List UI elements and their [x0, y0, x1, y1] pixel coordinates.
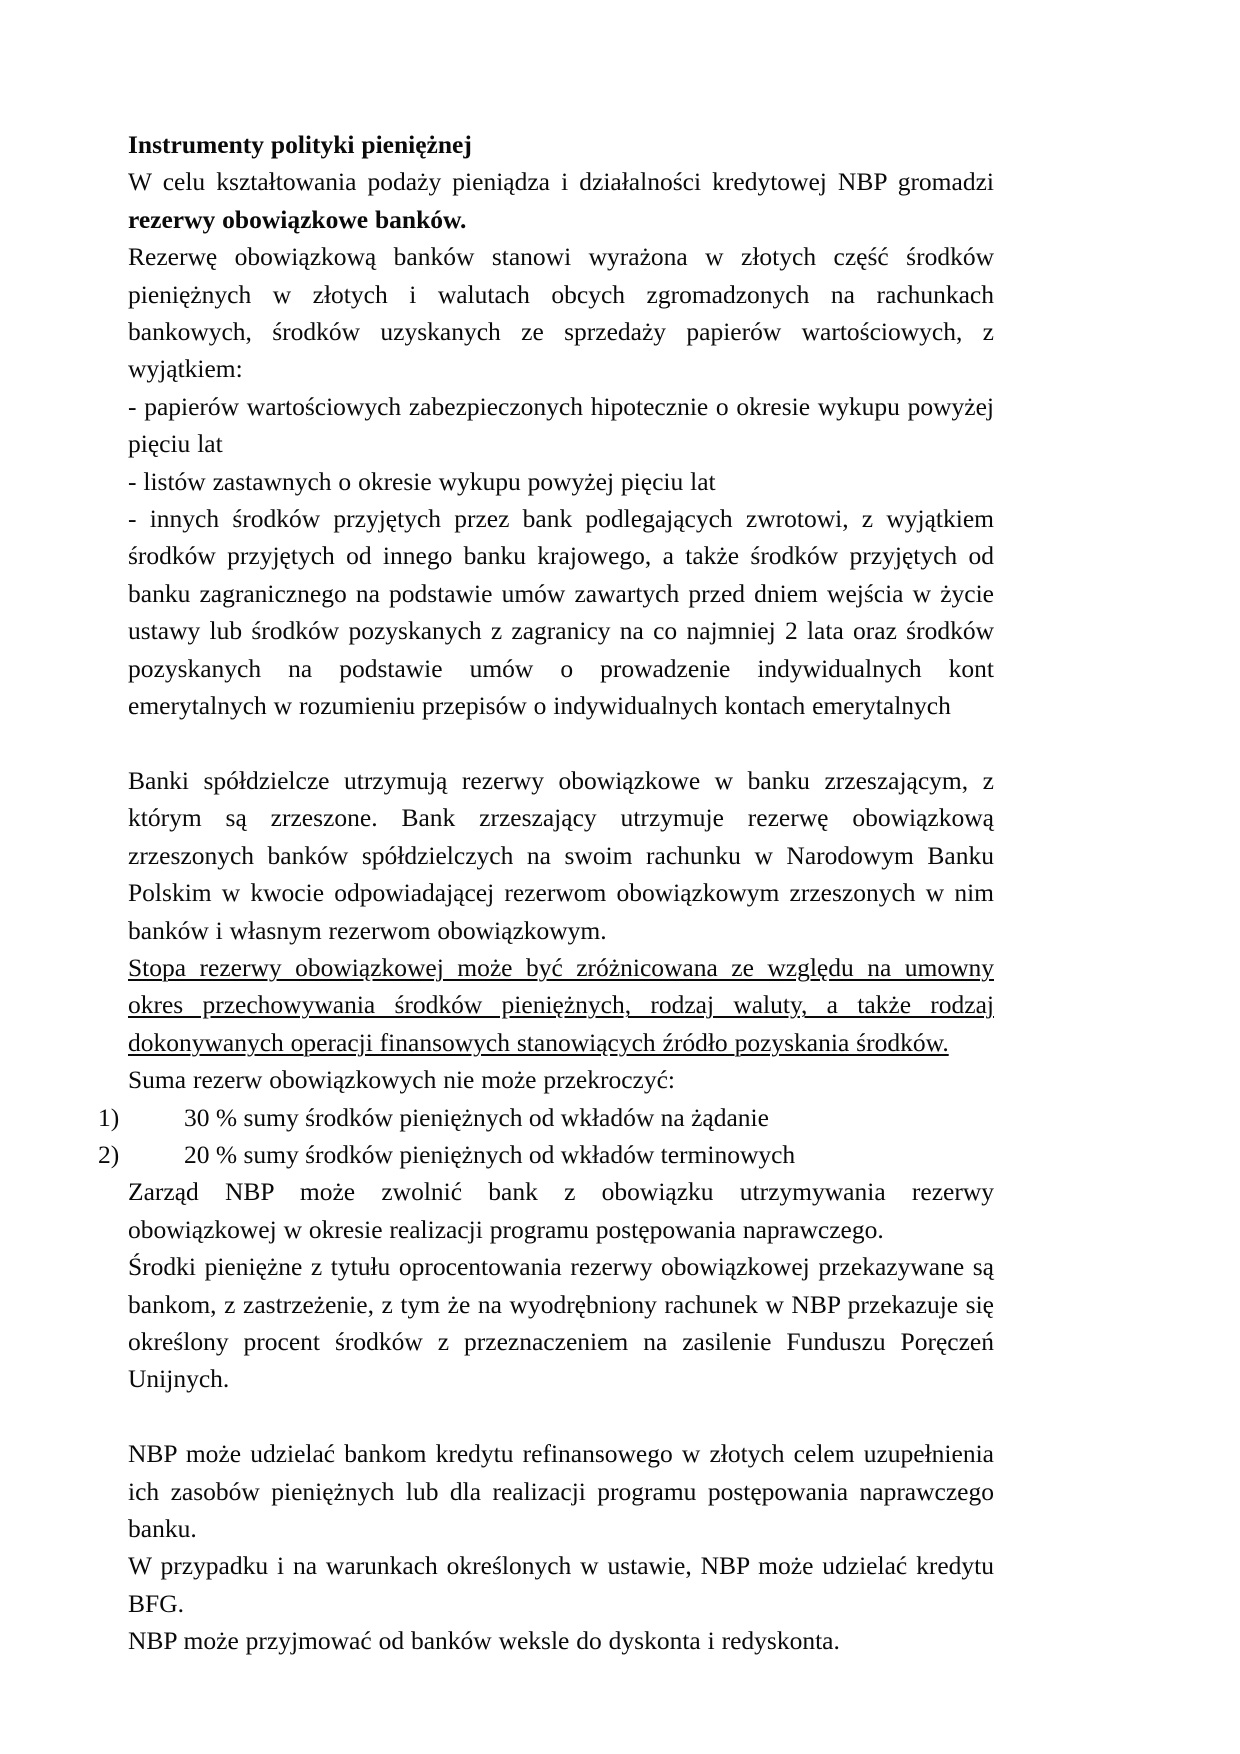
exception-item-1: - papierów wartościowych zabezpieczonych hipotecznie o okresie wykupu powyżej pięciu lat: [128, 391, 994, 459]
paragraph-spacer-1: [128, 725, 994, 762]
list-item: [98, 1099, 994, 1136]
rate-differentiation-paragraph: Stopa rezerwy obowiązkowej może być zróżnicowana ze względu na umowny okres przechowywania środków pieniężnych, rodzaj waluty, a także rodzaj dokonywanych operacji finansowych stanowiących źródło pozyskania środków.: [128, 952, 994, 1057]
refinancing-credit-paragraph: NBP może udzielać bankom kredytu refinansowego w złotych celem uzupełnienia ich zasobów pieniężnych lub dla realizacji programu postępowania naprawczego banku.: [128, 1439, 994, 1543]
list-item-label: 20 % sumy środków pieniężnych od wkładów terminowych: [184, 1139, 796, 1169]
bills-discount-paragraph: NBP może przyjmować od banków weksle do dyskonta i redyskonta.: [128, 1626, 840, 1656]
reserve-limits-list: [98, 1099, 994, 1174]
paragraph-spacer-2: [128, 1398, 994, 1435]
list-item-label: 30 % sumy środków pieniężnych od wkładów na żądanie: [184, 1102, 769, 1132]
intro-paragraph: [128, 163, 994, 238]
management-release-paragraph: Zarząd NBP może zwolnić bank z obowiązku utrzymywania rezerwy obowiązkowej w okresie realizacji programu postępowania naprawczego.: [128, 1177, 994, 1244]
exception-item-3: - innych środków przyjętych przez bank podlegających zwrotowi, z wyjątkiem środków przyjętych od innego banku krajowego, a także środków przyjętych od banku zagranicznego na podstawie umów zawartych przed dniem wejścia w życie ustawy lub środków pozyskanych z zagranicy na co najmniej 2 lata oraz środków pozyskanych na podstawie umów o prowadzenie indywidualnych kont emerytalnych w rozumieniu przepisów o indywidualnych kontach emerytalnych: [128, 504, 994, 721]
list-item-marker: 2): [98, 1139, 120, 1169]
exception-item-2: - listów zastawnych o okresie wykupu powyżej pięciu lat: [128, 466, 716, 496]
intro-emphasis-text: rezerwy obowiązkowe banków.: [128, 204, 467, 234]
reserve-sum-intro: Suma rezerw obowiązkowych nie może przekroczyć:: [128, 1065, 676, 1095]
definition-paragraph: Rezerwę obowiązkową banków stanowi wyrażona w złotych część środków pieniężnych w złotych i walutach obcych zgromadzonych na rachunkach bankowych, środków uzyskanych ze sprzedaży papierów wartościowych, z wyjątkiem:: [128, 242, 994, 384]
list-item-marker: 1): [98, 1102, 120, 1132]
bfg-credit-paragraph: W przypadku i na warunkach określonych w ustawie, NBP może udzielać kredytu BFG.: [128, 1551, 994, 1618]
document-body: [98, 126, 994, 1660]
page-title: Instrumenty polityki pieniężnej: [128, 130, 472, 159]
list-item: [98, 1136, 994, 1173]
interest-transfer-paragraph: Środki pieniężne z tytułu oprocentowania rezerwy obowiązkowej przekazywane są bankom, z zastrzeżenie, z tym że na wyodrębniony rachunek w NBP przekazuje się określony procent środków z przeznaczeniem na zasilenie Funduszu Poręczeń Unijnych.: [128, 1252, 994, 1394]
cooperative-banks-paragraph: Banki spółdzielcze utrzymują rezerwy obowiązkowe w banku zrzeszającym, z którym są zrzeszone. Bank zrzeszający utrzymuje rezerwę obowiązkową zrzeszonych banków spółdzielczych na swoim rachunku w Narodowym Banku Polskim w kwocie odpowiadającej rezerwom obowiązkowym zrzeszonych w nim banków i własnym rezerwom obowiązkowym.: [128, 765, 994, 945]
intro-lead-text: W celu kształtowania podaży pieniądza i działalności kredytowej NBP gromadzi: [128, 167, 994, 197]
